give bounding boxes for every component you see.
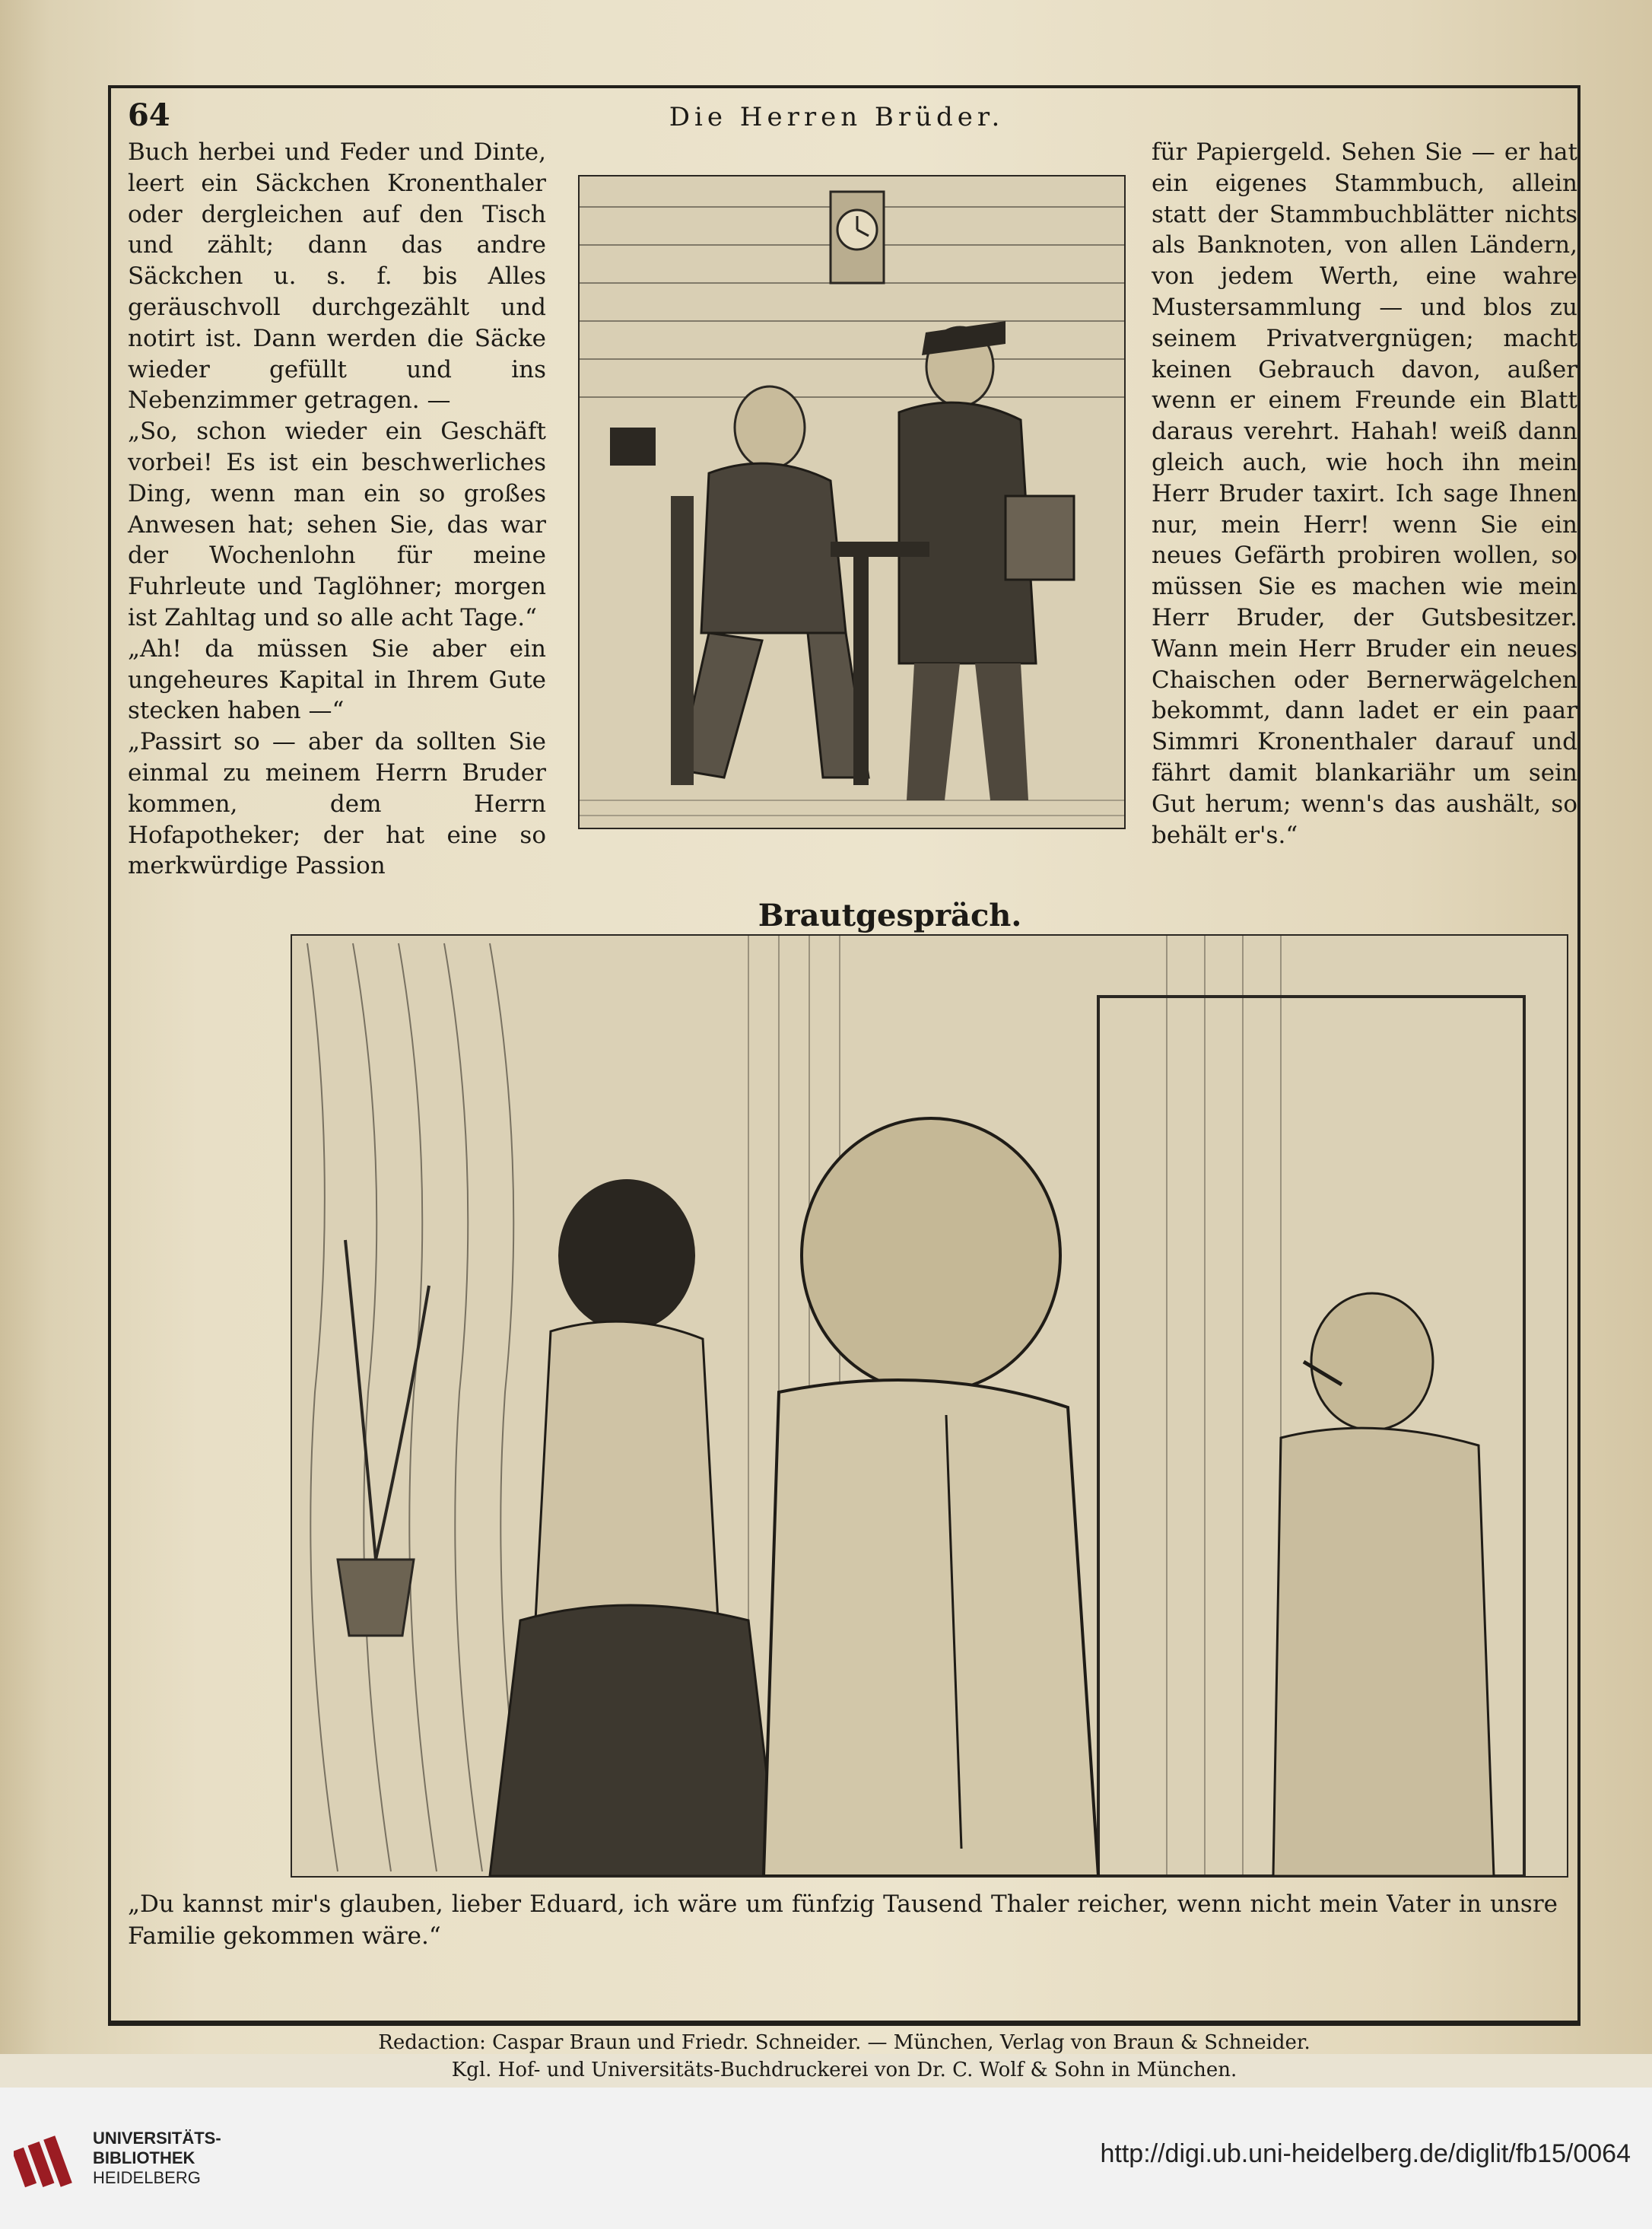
left-text-column bbox=[128, 137, 546, 882]
right-text-column bbox=[1152, 137, 1577, 851]
paragraph: „So, schon wieder ein Geschäft vorbei! Es ist ein beschwerliches Ding, wenn man ein so großes Anwesen hat; sehen Sie, das war der Wochenlohn für meine Fuhrleute und Taglöhner; morgen ist Zahltag und so alle acht Tage.“ bbox=[128, 418, 546, 631]
engraving-two-men bbox=[580, 176, 1124, 828]
imprint-printer: Kgl. Hof- und Universitäts-Buchdruckerei von Dr. C. Wolf & Sohn in München. bbox=[451, 2059, 1237, 2081]
imprint-editors: Redaction: Caspar Braun und Friedr. Schneider. — München, Verlag von Braun & Schneider. bbox=[378, 2031, 1310, 2054]
imprint-rule bbox=[108, 2024, 1581, 2026]
section-title: Brautgespräch. bbox=[758, 898, 1022, 933]
illustration-two-men bbox=[578, 175, 1126, 829]
paragraph: Buch herbei und Feder und Dinte, leert ein Säckchen Kronenthaler oder dergleichen auf den Tisch und zählt; dann das andre Säckchen u. s. f. bis Alles geräuschvoll durchgezählt und notirt ist. Dann werden die Säcke wieder gefüllt und ins Nebenzimmer getragen. — bbox=[128, 138, 546, 415]
paragraph: „Passirt so — aber da sollten Sie einmal zu meinem Herrn Bruder kommen, dem Herrn Hofapotheker; der hat eine so merkwürdige Passion bbox=[128, 728, 546, 880]
university-library-logo-icon bbox=[14, 2126, 79, 2191]
logo-line: BIBLIOTHEK bbox=[93, 2148, 195, 2167]
engraving-bridal-conversation bbox=[292, 936, 1567, 1876]
source-url-link[interactable]: http://digi.ub.uni-heidelberg.de/diglit/fb15/0064 bbox=[1100, 2139, 1631, 2168]
page-number: 64 bbox=[128, 97, 170, 133]
illustration-brautgespraech bbox=[291, 934, 1568, 1878]
logo-line: HEIDELBERG bbox=[93, 2168, 201, 2187]
paragraph: „Ah! da müssen Sie aber ein ungeheures Kapital in Ihrem Gute stecken haben —“ bbox=[128, 634, 546, 725]
running-title: Die Herren Brüder. bbox=[669, 102, 1005, 132]
logo-line: UNIVERSITÄTS- bbox=[93, 2129, 221, 2148]
illustration-caption: „Du kannst mir's glauben, lieber Eduard, ich wäre um fünfzig Tausend Thaler reicher, wenn nicht mein Vater in unsre Familie gekommen wäre.“ bbox=[128, 1890, 1558, 1950]
viewer-footer bbox=[0, 2088, 1652, 2229]
paragraph: für Papiergeld. Sehen Sie — er hat ein eigenes Stammbuch, allein statt der Stammbuchblätter nichts als Banknoten, von allen Ländern, von jedem Werth, eine wahre Mustersammlung — und blos zu seinem Privatvergnügen; macht keinen Gebrauch davon, außer wenn er einem Freunde ein Blatt daraus verehrt. Hahah! weiß dann gleich auch, wie hoch ihn mein Herr Bruder taxirt. Ich sage Ihnen nur, mein Herr! wenn Sie ein neues Gefärth probiren wollen, so müssen Sie es machen wie mein Herr Bruder, der Gutsbesitzer. Wann mein Herr Bruder ein neues Chaischen oder Bernerwägelchen bekommt, dann ladet er ein paar Simmri Kronenthaler darauf und fährt damit blankariähr um sein Gut herum; wenn's das aushält, so behält er's.“ bbox=[1152, 138, 1577, 849]
library-logo-text bbox=[93, 2129, 221, 2188]
